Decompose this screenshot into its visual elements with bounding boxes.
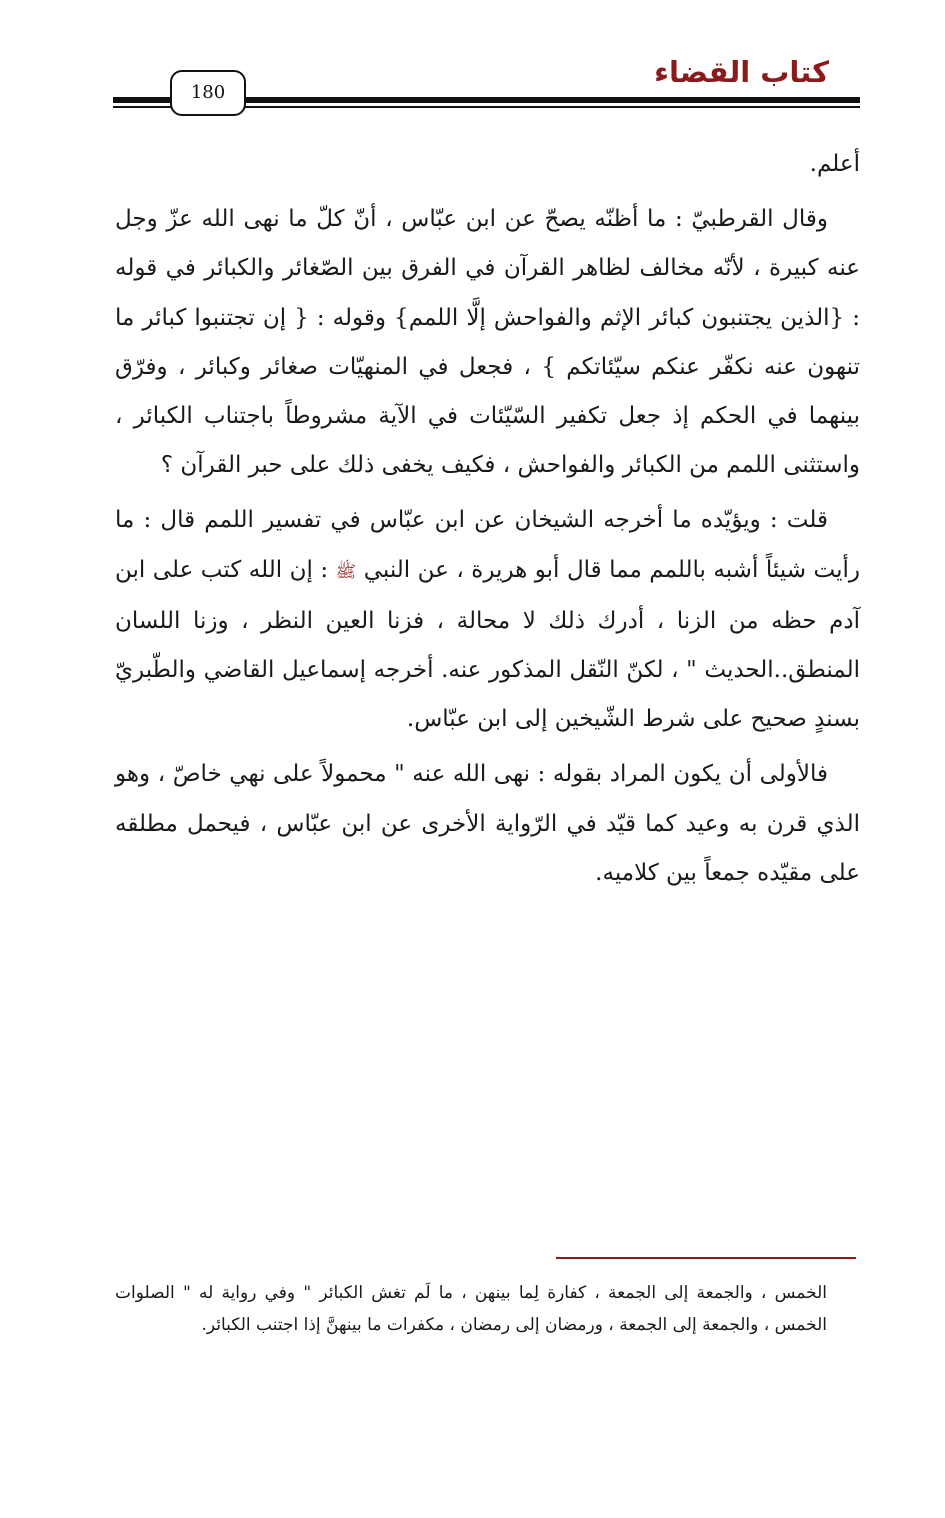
page-number: 180 (170, 70, 246, 116)
footnote (115, 1277, 827, 1341)
paragraph-3-part-1: قلت : ويؤيّده ما أخرجه الشيخان عن ابن عبّاس في تفسير اللمم قال : ما رأيت شيئاً أشبه باللمم مما قال أبو هريرة ، عن النبي (115, 507, 860, 583)
main-text (115, 140, 860, 898)
paragraph-4: فالأولى أن يكون المراد بقوله : نهى الله عنه " محمولاً على نهي خاصّ ، وهو الذي قرن به وعيد كما قيّد في الرّواية الأخرى عن ابن عبّاس ، فيحمل مطلقه على مقيّده جمعاً بين كلاميه. (115, 761, 860, 886)
footnote-divider (556, 1257, 856, 1259)
paragraph-1: أعلم. (809, 151, 860, 177)
page-header (0, 0, 945, 130)
book-title: كتاب القضاء (654, 55, 829, 89)
salawat-symbol: ﷺ (335, 561, 357, 582)
paragraph-3 (115, 496, 860, 744)
paragraph-3-part-2: : إن الله كتب على ابن آدم حظه من الزنا ، أدرك ذلك لا محالة ، فزنا العين النظر ، وزنا اللسان المنطق..الحديث " ، لكنّ النّقل المذكور عنه. أخرجه إسماعيل القاضي والطّبريّ بسندٍ صحيح على شرط الشّيخين إلى ابن عبّاس. (115, 556, 860, 733)
footnote-text: الخمس ، والجمعة إلى الجمعة ، كفارة لِما بينهن ، ما لَم تغش الكبائر " وفي رواية له " الصلوات الخمس ، والجمعة إلى الجمعة ، ورمضان إلى رمضان ، مكفرات ما بينهنَّ إذا اجتنب الكبائر. (115, 1283, 827, 1335)
paragraph-2: وقال القرطبيّ : ما أظنّه يصحّ عن ابن عبّاس ، أنّ كلّ ما نهى الله عزّ وجل عنه كبيرة ، لأنّه مخالف لظاهر القرآن في الفرق بين الصّغائر والكبائر في قوله : {الذين يجتنبون كبائر الإثم والفواحش إلَّا اللمم} وقوله : { إن تجتنبوا كبائر ما تنهون عنه نكفّر عنكم سيّئاتكم } ، فجعل في المنهيّات صغائر وكبائر ، وفرّق بينهما في الحكم إذ جعل تكفير السّيّئات في الآية مشروطاً باجتناب الكبائر ، واستثنى اللمم من الكبائر والفواحش ، فكيف يخفى ذلك على حبر القرآن ؟ (115, 206, 860, 479)
